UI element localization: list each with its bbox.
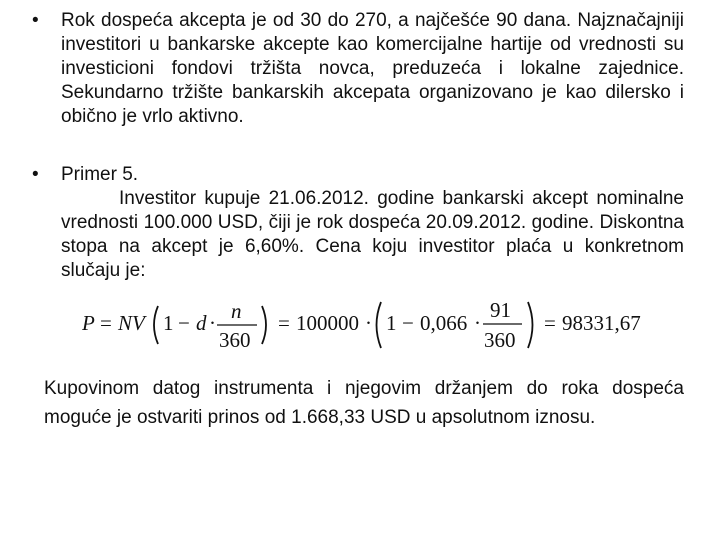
formula-days-held: 91	[490, 298, 511, 322]
right-paren	[262, 306, 266, 344]
left-paren-2	[377, 302, 382, 348]
bullet-text: Rok dospeća akcepta je od 30 do 270, a najčešće 90 dana. Najznačajniji investitori u bankarske akcepte kao komercijalne hartije od vrednosti su investicioni fondovi tržišta novca, preduzeća i lokalne zajednice. Sekundarno tržište bankarskih akcepata organizovano je kao dilersko i obično je vrlo aktivno.	[61, 10, 684, 127]
formula-d: d	[196, 311, 207, 335]
formula-days-2: 360	[484, 328, 516, 352]
price-formula	[82, 296, 642, 354]
formula-equals-2: =	[278, 311, 290, 335]
formula-minus-2: −	[402, 311, 414, 335]
formula-result: 98331,67	[562, 311, 641, 335]
bullet-icon: •	[32, 10, 39, 31]
formula-dot: ·	[209, 311, 216, 335]
right-paren-2	[528, 302, 533, 348]
formula-principal: 100000	[296, 311, 359, 335]
formula-svg	[82, 296, 642, 354]
formula-equals: =	[100, 311, 112, 335]
formula-equals-3: =	[544, 311, 556, 335]
formula-rate: 0,066	[420, 311, 468, 335]
bullet-icon: •	[32, 164, 39, 185]
example-text: Investitor kupuje 21.06.2012. godine bankarski akcept nominalne vrednosti 100.000 USD, čiji je rok dospeća 20.09.2012. godine. Diskontna stopa na akcept je 6,60%. Cena koju investitor plaća u konkretnom slučaju je:	[61, 188, 684, 281]
formula-one: 1	[163, 311, 174, 335]
example-heading: Primer 5.	[61, 164, 139, 185]
formula-n: n	[231, 299, 242, 323]
formula-dot-3: ·	[474, 311, 481, 335]
formula-lhs: P	[82, 311, 95, 335]
formula-minus: −	[178, 311, 190, 335]
formula-days: 360	[219, 328, 251, 352]
bullet-item-maturity	[32, 9, 684, 129]
formula-one-2: 1	[386, 311, 397, 335]
conclusion-text: Kupovinom datog instrumenta i njegovim držanjem do roka dospeća moguće je ostvariti prinos od 1.668,33 USD u apsolutnom iznosu.	[44, 378, 684, 428]
formula-nv: NV	[118, 311, 145, 335]
formula-dot-2: ·	[365, 311, 372, 335]
bullet-item-example	[32, 163, 684, 283]
left-paren	[154, 306, 158, 344]
